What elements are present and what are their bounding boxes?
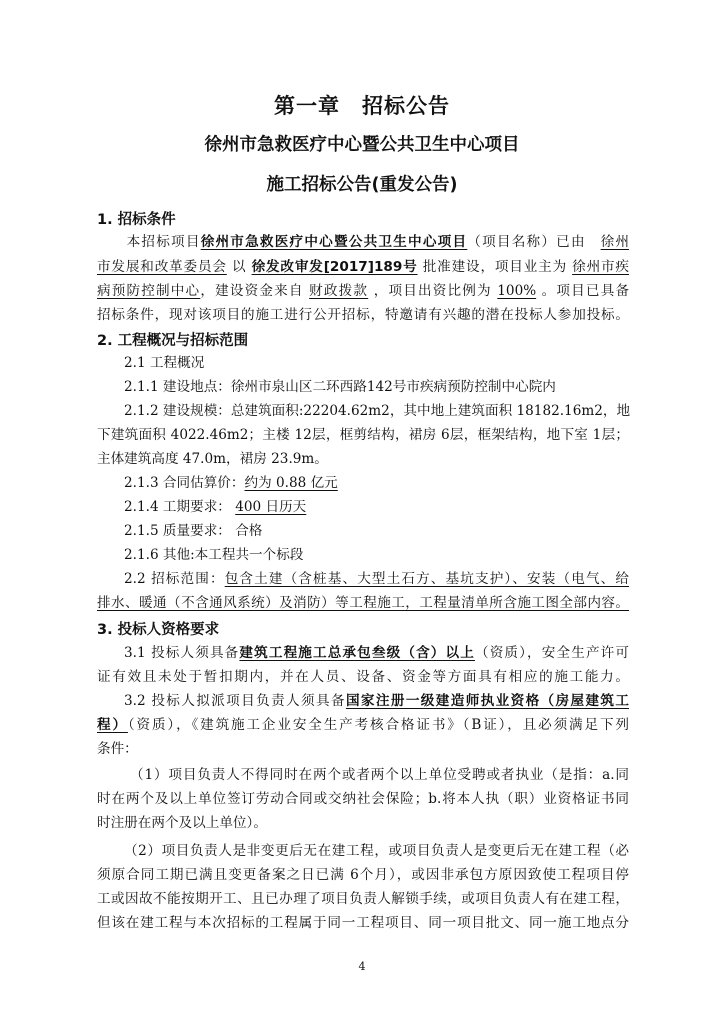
s2-1: 2.1 工程概况 <box>124 355 205 371</box>
condition-1-line-3: 时注册在两个及以上单位）。 <box>97 815 267 831</box>
s1-text: 本招标项目 <box>126 234 201 250</box>
ratio-underlined: 100% <box>497 283 537 299</box>
section-2-heading: 2. 工程概况与招标范围 <box>97 333 249 349</box>
condition-2-line-4: 但该在建工程与本次招标的工程属于同一工程项目、同一项目批文、同一施工地点分 <box>97 915 629 931</box>
scope-underlined: 包含土建（含桩基、大型土石方、基坑支护）、安装（电气、给 <box>224 571 629 587</box>
contract-price-underlined: 约为 0.88 亿元 <box>244 475 338 491</box>
owner-underlined: 病预防控制中心 <box>97 283 201 299</box>
approver-underlined: 徐州 <box>600 234 630 250</box>
condition-2-line-2: 须原合同工期已满且变更备案之日已满 6个月），或因非承包方原因致使工程项目停 <box>97 867 629 883</box>
project-title: 徐州市急救医疗中心暨公共卫生中心项目 <box>204 135 520 155</box>
duration-underlined: 400 日历天 <box>235 499 307 515</box>
s3-text: （资质），安全生产许可 <box>474 645 629 661</box>
s1-line-4: 招标条件，现对该项目的施工进行公开招标，特邀请有兴趣的潜在投标人参加投标。 <box>97 307 629 323</box>
s3-text: 3.1 投标人须具备 <box>124 645 240 661</box>
s2-1-2-line-1: 2.1.2 建设规模：总建筑面积:22204.62m2，其中地上建筑面积 18182.16m2，地 <box>124 403 631 419</box>
s2-1-2-line-2: 下建筑面积 4022.46m2；主楼 12层，框剪结构，裙房 6层，框架结构，地下室 1层； <box>97 427 629 443</box>
s3-1-line-2: 证有效且未处于暂扣期内，并在人员、设备、资金等方面具有相应的施工能力。 <box>97 669 629 685</box>
funding-underlined: 财政拨款 <box>309 283 369 299</box>
s1-line-3 <box>97 281 629 301</box>
page-number: 4 <box>358 960 366 973</box>
condition-1-line-2: 时在两个及以上单位签订劳动合同或交纳社会保险；b.将本人执（职）业资格证书同 <box>97 791 629 807</box>
approver-underlined: 市发展和改革委员会 <box>97 259 227 275</box>
s1-text: 批准建设，项目业主为 <box>422 259 567 275</box>
s1-text: 以 <box>231 259 247 275</box>
project-name-underlined: 徐州市急救医疗中心暨公共卫生中心项目 <box>200 234 468 250</box>
s1-text: 。项目已具备 <box>541 283 630 299</box>
s1-text: ，项目出资比例为 <box>373 283 492 299</box>
approval-doc-underlined: 徐发改审发[2017]189号 <box>251 259 418 275</box>
s1-line-1 <box>97 232 629 252</box>
label: 2.1.4 工期要求： <box>124 499 231 515</box>
qualification-underlined: 建筑工程施工总承包叁级（含）以上 <box>239 645 475 661</box>
s2-1-1: 2.1.1 建设地点：徐州市泉山区二环西路142号市疾病预防控制中心院内 <box>124 379 556 395</box>
s3-2-line-2 <box>97 715 629 735</box>
s1-text: （项目名称）已由 <box>467 234 586 250</box>
s2-2-line-2 <box>97 593 629 613</box>
notice-title: 施工招标公告(重发公告) <box>266 175 458 195</box>
s2-1-4 <box>124 497 306 517</box>
chapter-title: 第一章 招标公告 <box>274 94 450 118</box>
condition-2-line-1: （2）项目负责人是非变更后无在建工程，或项目负责人是变更后无在建工程（必 <box>124 843 629 859</box>
s1-text: ，建设资金来自 <box>200 283 304 299</box>
s3-2-line-1 <box>124 691 629 711</box>
s2-1-6: 2.1.6 其他:本工程共一个标段 <box>124 547 304 563</box>
s1-line-2 <box>97 257 629 277</box>
section-3-heading: 3. 投标人资格要求 <box>97 622 220 638</box>
condition-1-line-1: （1）项目负责人不得同时在两个或者两个以上单位受聘或者执业（是指：a.同 <box>130 767 629 783</box>
condition-2-line-3: 工或因故不能按期开工、且已办理了项目负责人解锁手续，或项目负责人有在建工程， <box>97 891 629 907</box>
s3-text: （资质），《建筑施工企业安全生产考核合格证书》（B证），且必须满足下列 <box>127 717 629 733</box>
label: 2.2 招标范围： <box>124 571 225 587</box>
owner-underlined: 徐州市疾 <box>572 259 630 275</box>
scope-underlined: 排水、暖通（不含通风系统）及消防）等工程施工，工程量清单所含施工图全部内容。 <box>97 595 629 611</box>
s2-1-3 <box>124 473 338 493</box>
s2-2-line-1 <box>124 569 629 589</box>
s3-text: 3.2 投标人拟派项目负责人须具备 <box>124 693 346 709</box>
s2-1-5: 2.1.5 质量要求： 合格 <box>124 523 263 539</box>
s2-1-2-line-3: 主体建筑高度 47.0m，裙房 23.9m。 <box>97 451 328 467</box>
label: 2.1.3 合同估算价： <box>124 475 245 491</box>
pm-qualification-underlined: 程） <box>97 717 128 733</box>
s3-1-line-1 <box>124 643 629 663</box>
section-1-heading: 1. 招标条件 <box>97 212 176 228</box>
pm-qualification-underlined: 国家注册一级建造师执业资格（房屋建筑工 <box>345 693 629 709</box>
s3-2-line-3: 条件： <box>97 741 138 757</box>
